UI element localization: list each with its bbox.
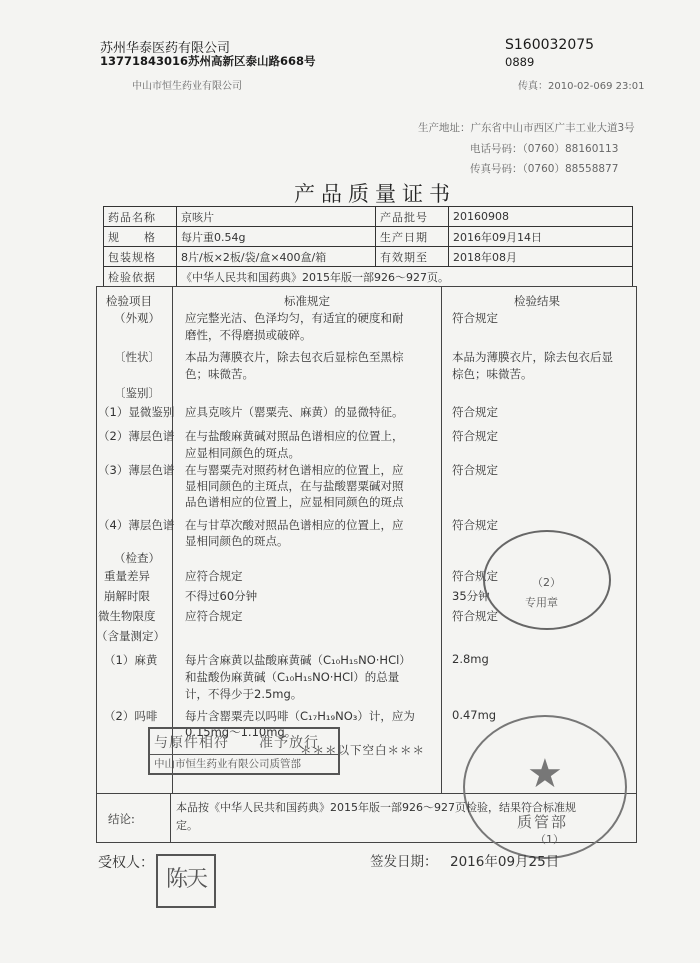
row-result: 棕色；味微苦。 [452, 367, 533, 381]
grid-line [636, 286, 637, 842]
star-icon: ★ [527, 751, 563, 797]
row-standard: 每片含罂粟壳以吗啡（C₁₇H₁₉NO₃）计，应为 [185, 709, 415, 723]
row-standard: 不得过60分钟 [185, 589, 258, 603]
page-title: 产品质量证书 [294, 182, 456, 206]
production-date-label: 生产日期 [376, 227, 449, 247]
qa-seal [463, 715, 627, 859]
table-row [104, 247, 633, 267]
document-number-sub: 0889 [505, 55, 535, 69]
table-row [104, 267, 633, 287]
row-item: （2）吗啡 [104, 709, 158, 723]
basis-label: 检验依据 [104, 267, 177, 287]
row-item: （外观） [114, 311, 160, 325]
row-standard: 色；味微苦。 [185, 367, 254, 381]
row-standard: 品色谱相应的位置上，应显相同颜色的斑点 [185, 495, 404, 509]
row-standard: 应具克咳片（罂粟壳、麻黄）的显微特征。 [185, 405, 404, 419]
grid-line [96, 286, 637, 287]
company-name: 苏州华泰医药有限公司 [100, 41, 231, 56]
producer-address: 生产地址：广东省中山市西区广丰工业大道3号 [418, 122, 635, 134]
row-item: （3）薄层色谱 [98, 463, 175, 477]
row-standard: 0.15mg～1.10mg。 [185, 725, 297, 739]
row-standard: 计，不得少于2.5mg。 [185, 687, 303, 701]
row-result: 符合规定 [452, 463, 498, 477]
row-standard: 应符合规定 [185, 609, 243, 623]
spec-value: 每片重0.54g [177, 227, 376, 247]
column-header-item: 检验项目 [106, 294, 152, 308]
row-item: 重量差异 [104, 569, 150, 583]
row-item: 微生物限度 [98, 609, 156, 623]
row-result: 符合规定 [452, 569, 498, 583]
row-result: 2.8mg [452, 652, 489, 666]
producer-phone: 电话号码：（0760）88160113 [470, 143, 619, 155]
row-item: 崩解时限 [104, 589, 150, 603]
row-result: 符合规定 [452, 405, 498, 419]
row-result: 符合规定 [452, 311, 498, 325]
drug-name-label: 药品名称 [104, 207, 177, 227]
row-result: 符合规定 [452, 518, 498, 532]
fax-header-left: 中山市恒生药业有限公司 [132, 81, 242, 92]
spec-label: 规 格 [104, 227, 177, 247]
conclusion-text: 本品按《中华人民共和国药典》2015年版一部926～927页检验，结果符合标准规 [176, 801, 576, 814]
end-marker: ＊＊＊以下空白＊＊＊ [300, 743, 425, 757]
row-item: （4）薄层色谱 [98, 518, 175, 532]
row-result: 0.47mg [452, 708, 497, 722]
row-section: （含量测定） [96, 629, 165, 643]
batch-value: 20160908 [449, 207, 633, 227]
row-standard: 磨性，不得磨损或破碎。 [185, 328, 312, 342]
report-seal-text: 专用章 [525, 596, 558, 609]
row-standard: 本品为薄膜衣片，除去包衣后显棕色至黑棕 [185, 350, 404, 364]
grid-line [172, 286, 173, 793]
producer-fax: 传真号码：（0760）88558877 [470, 163, 619, 175]
signature-stamp: 陈天 [156, 854, 216, 908]
qa-seal-number: （1） [535, 833, 564, 846]
row-item: 〔性状〕 [114, 350, 160, 364]
row-standard: 每片含麻黄以盐酸麻黄碱（C₁₀H₁₅NO·HCl） [185, 653, 411, 667]
row-standard: 应显相同颜色的斑点。 [185, 446, 300, 460]
row-standard: 应符合规定 [185, 569, 243, 583]
row-result: 符合规定 [452, 609, 498, 623]
row-item: （1）显微鉴别 [98, 405, 175, 419]
conclusion-label: 结论: [108, 812, 135, 826]
row-item: （1）麻黄 [104, 653, 158, 667]
fax-header-right: 传真：2010-02-069 23:01 [518, 81, 645, 92]
release-stamp-line2: 中山市恒生药业有限公司质管部 [154, 758, 301, 770]
grid-line [96, 286, 97, 842]
row-standard: 显相同颜色的主斑点，在与盐酸罂粟碱对照 [185, 479, 404, 493]
row-section: 〔鉴别〕 [114, 386, 160, 400]
authorizer-label: 受权人： [98, 855, 154, 871]
company-contact: 13771843016苏州高新区泰山路668号 [100, 54, 316, 68]
row-section: （检查） [114, 551, 160, 565]
expiry-value: 2018年08月 [449, 247, 633, 267]
expiry-label: 有效期至 [376, 247, 449, 267]
conclusion-text: 定。 [176, 819, 198, 832]
row-result: 35分钟 [452, 589, 490, 603]
package-value: 8片/板×2板/袋/盒×400盒/箱 [177, 247, 376, 267]
row-standard: 在与盐酸麻黄碱对照品色谱相应的位置上， [185, 429, 404, 443]
grid-line [441, 286, 442, 793]
release-stamp-line1: 与原件相符 准予放行 [154, 735, 319, 751]
drug-name-value: 京咳片 [177, 207, 376, 227]
product-info-table [103, 206, 633, 287]
release-stamp [148, 727, 340, 775]
qa-seal-text: 质管部 [517, 813, 569, 831]
column-header-standard: 标准规定 [284, 294, 330, 308]
package-label: 包装规格 [104, 247, 177, 267]
basis-value: 《中华人民共和国药典》2015年版一部926～927页。 [177, 267, 633, 287]
row-item: （2）薄层色谱 [98, 429, 175, 443]
report-seal [483, 530, 611, 630]
document-number: S160032075 [505, 37, 595, 53]
column-header-result: 检验结果 [514, 294, 560, 308]
row-standard: 应完整光洁、色泽均匀，有适宜的硬度和耐 [185, 311, 404, 325]
row-result: 本品为薄膜衣片，除去包衣后显 [452, 350, 613, 364]
grid-line [170, 793, 171, 842]
issue-date-value: 2016年09月25日 [450, 854, 560, 870]
table-row [104, 227, 633, 247]
row-standard: 显相同颜色的斑点。 [185, 534, 289, 548]
table-row [104, 207, 633, 227]
row-standard: 在与甘草次酸对照品色谱相应的位置上，应 [185, 518, 404, 532]
row-standard: 在与罂粟壳对照药材色谱相应的位置上，应 [185, 463, 404, 477]
issue-date-label: 签发日期： [370, 854, 438, 870]
row-result: 符合规定 [452, 429, 498, 443]
report-seal-number: （2） [532, 576, 561, 589]
batch-label: 产品批号 [376, 207, 449, 227]
production-date-value: 2016年09月14日 [449, 227, 633, 247]
row-standard: 和盐酸伪麻黄碱（C₁₀H₁₅NO·HCl）的总量 [185, 670, 400, 684]
